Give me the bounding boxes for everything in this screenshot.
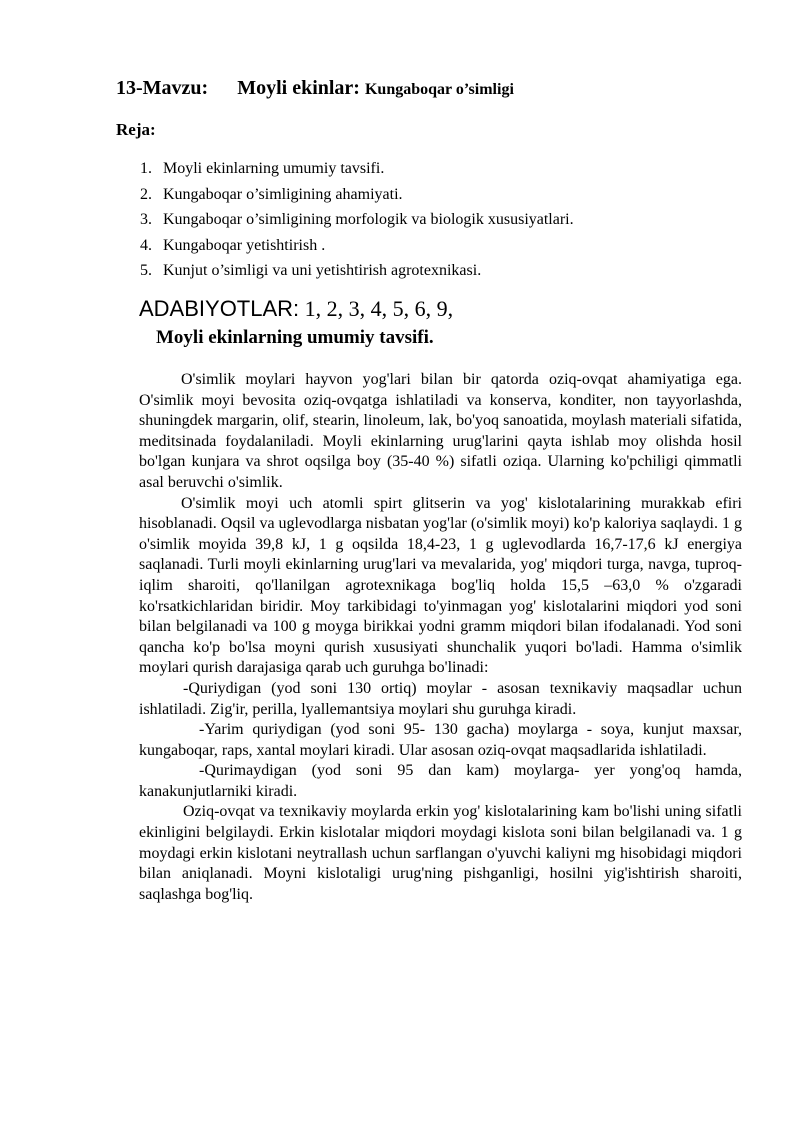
plan-label: Reja: — [116, 120, 156, 139]
plan-item-number: 4. — [140, 236, 152, 254]
paragraph: -Yarim quriydigan (yod soni 95- 130 gacha) moylarga - soya, kunjut maxsar, kungaboqar, raps, xantal moylari kiradi. Ular asosan oziq-ovqat maqsadlarida ishlatiladi. — [139, 721, 742, 759]
plan-item-number: 3. — [140, 211, 152, 228]
paragraph: O'simlik moyi uch atomli spirt glitserin va yog' kislotalarining murakkab efiri hisoblanadi. Oqsil va uglevodlarga nisbatan yog'lar (o'simlik moyi) ko'p kaloriya saqlaydi. 1 g o'simlik moyida 39,8 kJ, 1 g oqsilda 18,4-23, 1 g uglevodlarda 16,7-17,6 kJ energiya saqlanadi. Turli moyli ekinlarning urug'lari va mevalarida, yog' miqdori turga, navga, tuproq-iqlim sharoiti, qo'llanilgan agrotexnikaga bog'liq holda 15,5 –63,0 % o'zgaradi ko'rsatkichlaridan biridir. Moy tarkibidagi to'yinmagan yog' kislotalarini miqdori yod soni bilan belgilanadi va 100 g moyga birikkai yodni gramm miqdori bilan ifodalanadi. Yod soni qancha ko'p bo'lsa moyni qurish xususiyati shunchalik yuqori bo'ladi. Hamma o'simlik moylari qurish darajasiga qarab uch guruhga bo'linadi: — [139, 494, 742, 677]
plan-item-text: Moyli ekinlarning umumiy tavsifi. — [163, 160, 385, 177]
plan-item-number: 1. — [140, 160, 152, 177]
plan-item — [140, 258, 574, 284]
topic-name: Moyli ekinlar: — [237, 77, 360, 99]
section-heading: Moyli ekinlarning umumiy tavsifi. — [156, 327, 434, 348]
plan-item — [140, 156, 574, 182]
references-list: 1, 2, 3, 4, 5, 6, 9, — [299, 296, 454, 321]
plan-item-number: 5. — [140, 262, 152, 279]
references-line — [139, 296, 453, 322]
paragraph: -Quriydigan (yod soni 130 ortiq) moylar - asosan texnikaviy maqsadlar uchun ishlatiladi. Zig'ir, perilla, lyallemantsiya moylari shu guruhga kiradi. — [139, 679, 742, 718]
plan-list — [140, 156, 574, 284]
plan-item-text: Kunjut o’simligi va uni yetishtirish agrotexnikasi. — [163, 262, 482, 279]
plan-item — [140, 182, 574, 208]
plan-item — [140, 233, 574, 259]
paragraph: -Qurimaydigan (yod soni 95 dan kam) moylarga- yer yong'oq hamda, kanakunjutlarniki kiradi. — [139, 762, 742, 800]
plan-item-number: 2. — [140, 185, 152, 203]
references-label: ADABIYOTLAR: — [139, 296, 300, 321]
plan-item — [140, 207, 574, 233]
plan-item-text: Kungaboqar o’simligining ahamiyati. — [163, 185, 403, 203]
topic-title — [116, 77, 514, 100]
plan-item-text: Kungaboqar yetishtirish . — [163, 236, 326, 254]
paragraph: Oziq-ovqat va texnikaviy moylarda erkin yog' kislotalarining kam bo'lishi uning sifatli ekinligini belgilaydi. Erkin kislotalar miqdori moydagi kislota soni bilan belgilanadi va. 1 g moydagi erkin kislotani neytrallash uchun sarflangan o'yuvchi kaliyni mg hisobidagi miqdori bilan aniqlanadi. Moyni kislotaligi urug'ning pishganligi, hosilni yig'ishtirish sharoiti, saqlashga bog'liq. — [139, 803, 742, 903]
topic-subject: Kungaboqar o’simligi — [364, 81, 514, 98]
topic-number: 13-Mavzu: — [116, 77, 209, 99]
plan-item-text: Kungaboqar o’simligining morfologik va biologik xususiyatlari. — [163, 211, 574, 228]
paragraph: O'simlik moylari hayvon yog'lari bilan bir qatorda oziq-ovqat ahamiyatiga ega. O'simlik moyi bevosita oziq-ovqatga ishlatiladi va konserva, konditer, non tayyorlashda, shuningdek margarin, olif, stearin, linoleum, lak, bo'yoq sanoatida, moylash materiali sifatida, meditsinada foydalaniladi. Moyli ekinlarning urug'larini qayta ishlab moy olishda hosil bo'lgan kunjara va shrot oqsilga boy (35-40 %) sifatli oziqa. Ularning ko'pchiligi qimmatli asal beruvchi o'simlik. — [139, 371, 742, 491]
body-text — [139, 370, 742, 905]
